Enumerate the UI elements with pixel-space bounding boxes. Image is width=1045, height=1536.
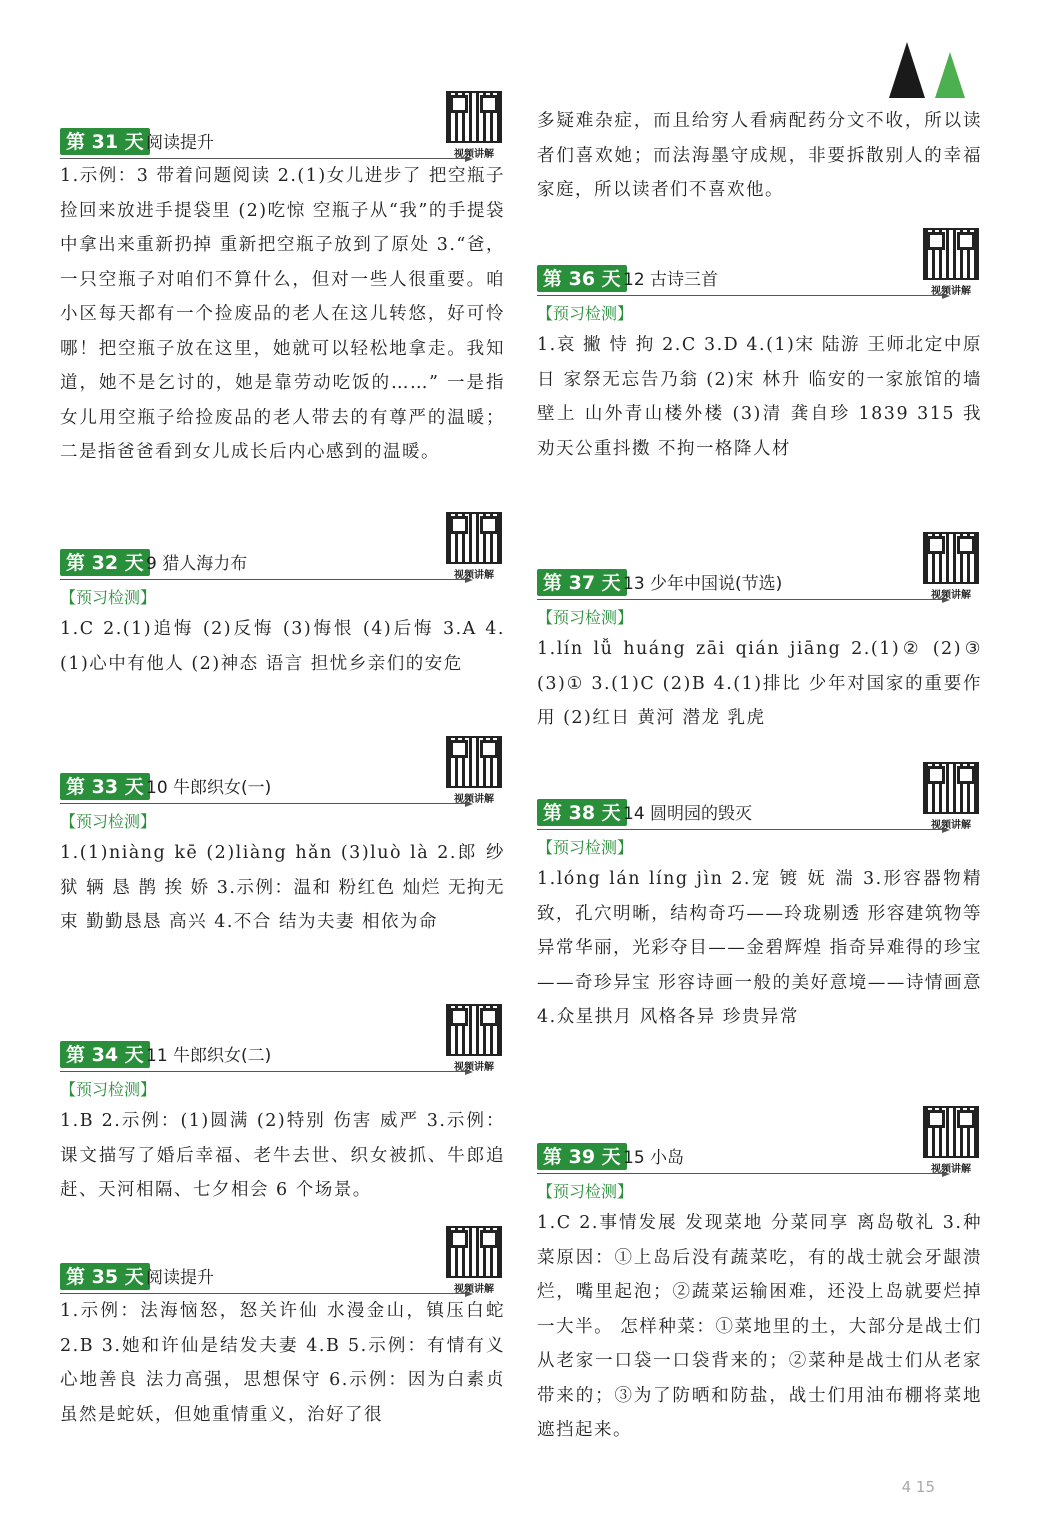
section-day-38 [537,786,982,1035]
qr-code[interactable] [443,1226,505,1295]
section-header [537,252,982,296]
answer-text: 1.B 2.示例：(1)圆满 (2)特别 伤害 威严 3.示例：课文描写了婚后幸福、老牛去世、织女被抓、牛郎追赶、天河相隔、七夕相会 6 个场景。 [60,1111,505,1200]
header-divider [537,599,942,600]
preview-label: 【预习检测】 [60,588,157,607]
day-badge: 第 36 天 [537,265,627,292]
qr-code[interactable] [443,1004,505,1073]
answer-text: 1.C 2.(1)追悔 (2)反悔 (3)悔恨 (4)后悔 3.A 4.(1)心中有他人 (2)神态 语言 担忧乡亲们的安危 [60,619,505,674]
qr-code[interactable] [920,228,982,297]
qr-code[interactable] [443,512,505,581]
continued-text [537,104,982,208]
qr-code[interactable] [920,762,982,831]
lesson-title: 12 古诗三首 [623,270,719,290]
preview-label: 【预习检测】 [60,1080,157,1099]
answer-text: 1.lín lǚ huáng zāi qián jiāng 2.(1)② (2)③ (3)① 3.(1)C (2)B 4.(1)排比 少年对国家的重要作用 (2)红日 黄河 潜龙 乳虎 [537,639,982,728]
header-divider [60,158,465,159]
lesson-title: 9 猎人海力布 [146,554,248,574]
answer-text: 1.示例：3 带着问题阅读 2.(1)女儿进步了 把空瓶子捡回来放进手提袋里 (2)吃惊 空瓶子从“我”的手提袋中拿出来重新扔掉 重新把空瓶子放到了原处 3.“爸，一只空瓶子对咱们不算什么，但对一些人很重要。咱小区每天都有一个捡废品的老人在这儿转悠，好可怜哪！把空瓶子放在这里，她就可以轻松地拿走。我知道，她不是乞讨的，她是靠劳动吃饭的……” 一是指女儿用空瓶子给捡废品的老人带去的有尊严的温暖；二是指爸爸看到女儿成长后内心感到的温暖。 [60,166,505,462]
section-day-35 [60,1250,505,1432]
qr-icon [446,1226,502,1278]
qr-caption: 视频讲解 [454,1284,494,1295]
day-badge: 第 33 天 [60,773,150,800]
qr-icon [446,1004,502,1056]
qr-caption: 视频讲解 [454,149,494,160]
day-badge: 第 34 天 [60,1041,150,1068]
section-header [537,1130,982,1174]
qr-caption: 视频讲解 [931,820,971,831]
preview-label: 【预习检测】 [537,1182,634,1201]
qr-caption: 视频讲解 [931,590,971,601]
answer-text: 1.C 2.事情发展 发现菜地 分菜同享 离岛敬礼 3.种菜原因：①上岛后没有蔬菜吃，有的战士就会牙龈溃烂，嘴里起泡；②蔬菜运输困难，还没上岛就要烂掉一大半。 怎样种菜：①菜地里的土，大部分是战士们从老家一口袋一口袋背来的；②菜种是战士们从老家带来的；③为了防晒和防盐，战士们用油布棚将菜地遮挡起来。 [537,1213,982,1440]
qr-icon [446,736,502,788]
section-header [60,115,505,159]
day-badge: 第 38 天 [537,799,627,826]
header-divider [537,295,942,296]
qr-caption: 视频讲解 [454,1062,494,1073]
lesson-title: 13 少年中国说(节选) [623,574,783,594]
preview-label: 【预习检测】 [537,304,634,323]
preview-label: 【预习检测】 [537,608,634,627]
day-badge: 第 39 天 [537,1143,627,1170]
qr-caption: 视频讲解 [454,570,494,581]
header-divider [60,579,465,580]
qr-code[interactable] [443,736,505,805]
section-day-33 [60,760,505,940]
section-header [537,556,982,600]
qr-icon [446,91,502,143]
section-day-31 [60,115,505,470]
lesson-title: 阅读提升 [146,133,214,153]
qr-icon [923,1106,979,1158]
section-header [60,536,505,580]
preview-label: 【预习检测】 [60,812,157,831]
answer-text: 1.(1)niàng kē (2)liàng hǎn (3)luò là 2.郎 纱 狱 辆 恳 鹊 挨 娇 3.示例：温和 粉红色 灿烂 无拘无束 勤勤恳恳 高兴 4.不合 结为夫妻 相依为命 [60,843,505,932]
header-divider [60,1071,465,1072]
qr-icon [446,512,502,564]
day-badge: 第 31 天 [60,128,150,155]
answer-text: 1.示例：法海恼怒，怒关许仙 水漫金山，镇压白蛇 2.B 3.她和许仙是结发夫妻 4.B 5.示例：有情有义 心地善良 法力高强，思想保守 6.示例：因为白素贞虽然是蛇妖，但她重情重义，治好了很 [60,1301,505,1425]
qr-caption: 视频讲解 [454,794,494,805]
lesson-title: 15 小岛 [623,1148,685,1168]
section-day-36 [537,252,982,466]
qr-caption: 视频讲解 [931,1164,971,1175]
page-number: 4 15 [901,1478,935,1496]
section-header [60,1028,505,1072]
section-day-39 [537,1130,982,1448]
answer-text: 1.哀 撇 恃 拘 2.C 3.D 4.(1)宋 陆游 王师北定中原日 家祭无忘告乃翁 (2)宋 林升 临安的一家旅馆的墙壁上 山外青山楼外楼 (3)清 龚自珍 1839 315 我劝天公重抖擞 不拘一格降人材 [537,335,982,459]
qr-code[interactable] [920,1106,982,1175]
day-badge: 第 35 天 [60,1263,150,1290]
lesson-title: 11 牛郎织女(二) [146,1046,272,1066]
header-divider [60,803,465,804]
day-badge: 第 37 天 [537,569,627,596]
answer-text: 多疑难杂症，而且给穷人看病配药分文不收，所以读者们喜欢她；而法海墨守成规，非要拆散别人的幸福家庭，所以读者们不喜欢他。 [537,111,982,200]
section-header [60,1250,505,1294]
lesson-title: 10 牛郎织女(一) [146,778,272,798]
lesson-title: 阅读提升 [146,1268,214,1288]
qr-caption: 视频讲解 [931,286,971,297]
qr-code[interactable] [920,532,982,601]
qr-icon [923,228,979,280]
pine-trees-icon [885,40,975,100]
header-divider [60,1293,465,1294]
lesson-title: 14 圆明园的毁灭 [623,804,753,824]
header-divider [537,1173,942,1174]
answer-text: 1.lóng lán líng jìn 2.宠 镀 妩 湍 3.形容器物精致，孔穴明晰，结构奇巧——玲珑剔透 形容建筑物等异常华丽，光彩夺目——金碧辉煌 指奇异难得的珍宝——奇珍异宝 形容诗画一般的美好意境——诗情画意 4.众星拱月 风格各异 珍贵异常 [537,869,982,1027]
section-day-37 [537,556,982,736]
day-badge: 第 32 天 [60,549,150,576]
qr-icon [923,532,979,584]
qr-code[interactable] [443,91,505,160]
section-day-34 [60,1028,505,1208]
section-header [537,786,982,830]
header-divider [537,829,942,830]
section-day-32 [60,536,505,681]
section-header [60,760,505,804]
preview-label: 【预习检测】 [537,838,634,857]
qr-icon [923,762,979,814]
